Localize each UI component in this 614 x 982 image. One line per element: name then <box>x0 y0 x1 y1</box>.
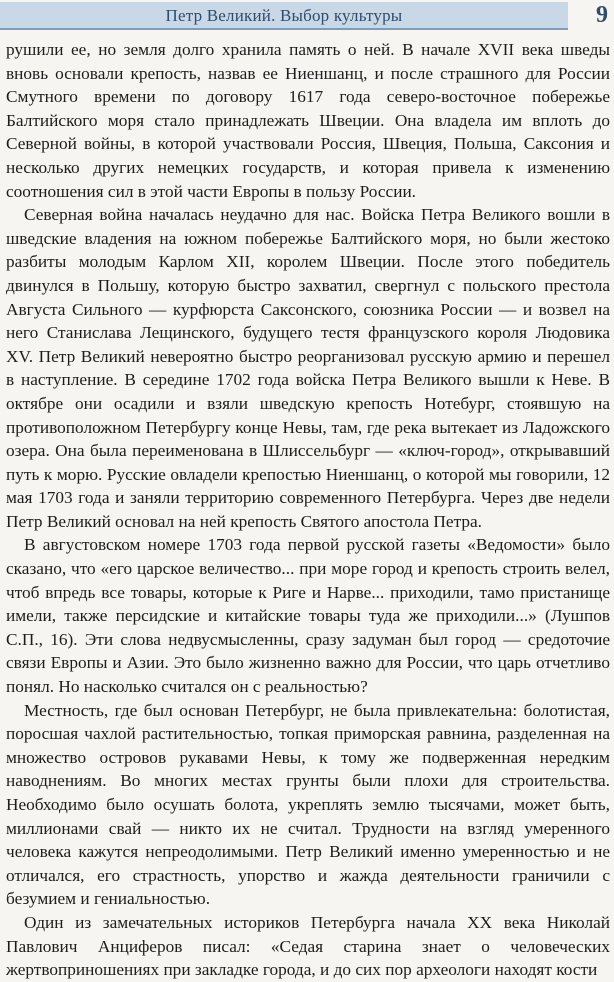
running-title: Петр Великий. Выбор культуры <box>165 6 403 25</box>
paragraph-1: рушили ее, но земля долго хранила память о ней. В начале XVII века шведы вновь основали крепость, назвав ее Ниеншанц, и после страшного для России Смутного времени по договору 1617 года северо-восточное побережье Балтийского моря стало принадлежать Швеции. Она владела им вплоть до Северной войны, в которой участвовали Россия, Швеция, Польша, Саксония и несколько других немецких государств, и которая привела к изменению соотношения сил в этой части Европы в пользу России. <box>6 40 610 201</box>
paragraph-4: Местность, где был основан Петербург, не была привлекательна: болотистая, поросшая чахлой растительностью, топкая приморская равнина, разделенная на множество островов рукавами Невы, к тому же подверженная нередким наводнениям. Во многих местах грунты были плохи для строительства. Необходимо было осушать болота, укреплять землю тысячами, может быть, миллионами свай — никто их не считал. Трудности на взгляд умеренного человека кажутся непреодолимыми. Петр Великий именно умеренностью и не отличался, его страстность, упорство и жажда деятельности граничили с безумием и гениальностью. <box>6 700 610 909</box>
paragraph-2: Северная война началась неудачно для нас. Войска Петра Великого вошли в шведские владения на южном побережье Балтийского моря, но были жестоко разбиты молодым Карлом XII, королем Швеции. После этого победитель двинулся в Польшу, которую быстро захватил, свергнул с польского престола Августа Сильного — курфюрста Саксонского, союзника России — и возвел на него Станислава Лещинского, будущего тестя французского короля Людовика XV. Петр Великий невероятно быстро реорганизовал русскую армию и перешел в наступление. В середине 1702 года войска Петра Великого вышли к Неве. В октябре они осадили и взяли шведскую крепость Нотебург, стоявшую на противоположном Петербургу конце Невы, там, где река вытекает из Ладожского озера. Она была переименована в Шлиссельбург — «ключ-город», открывавший путь к морю. Русские овладели крепостью Ниеншанц, о которой мы говорили, 12 мая 1703 года и заняли территорию современного Петербурга. Через две недели Петр Великий основал на ней крепость Святого апостола Петра. <box>6 205 610 531</box>
page-header <box>0 0 614 30</box>
paragraph-3: В августовском номере 1703 года первой русской газеты «Ведомости» было сказано, что «его царское величество... при море город и крепость строить велел, чтоб впредь все товары, которые к Риге и Нарве... приходили, тамо пристанище имели, также персидские и китайские товары туда же приходили...» (Лушпов С.П., 16). Эти слова недвусмысленны, сразу задуман был город — средоточие связи Европы и Азии. Это было жизненно важно для России, что царь отчетливо понял. Но насколько считался он с реальностью? <box>6 535 610 697</box>
page-number: 9 <box>596 2 608 28</box>
page-body <box>6 38 610 982</box>
paragraph-5: Один из замечательных историков Петербурга начала XX века Николай Павлович Анциферов писал: «Седая старина знает о человеческих жертвоприношениях при закладке города, и до сих пор археологи находят кости <box>6 912 610 980</box>
